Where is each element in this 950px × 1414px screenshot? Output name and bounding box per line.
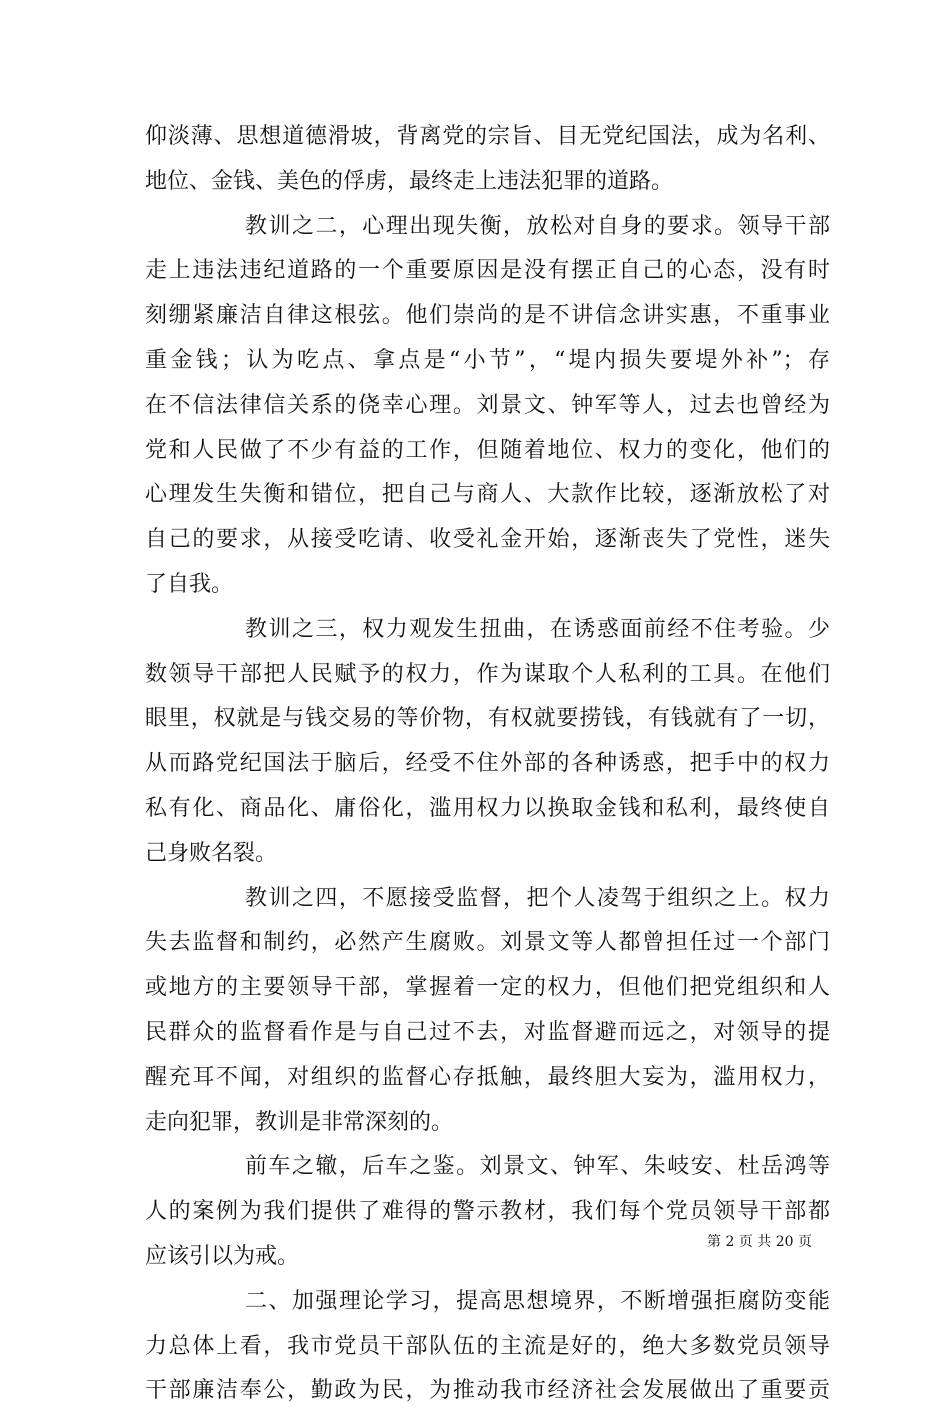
text-line: 心理发生失衡和错位，把自己与商人、大款作比较，逐渐放松了对 xyxy=(145,482,830,508)
text-line: 私有化、商品化、庸俗化，滥用权力以换取金钱和私利，最终使自 xyxy=(145,795,830,821)
text-line: 教训之三，权力观发生扭曲，在诱惑面前经不住考验。少 xyxy=(245,616,830,642)
text-line: 从而路党纪国法于脑后，经受不住外部的各种诱惑，把手中的权力 xyxy=(145,751,830,777)
text-line: 了自我。 xyxy=(145,571,234,597)
text-line: 走向犯罪，教训是非常深刻的。 xyxy=(145,1109,454,1135)
text-line: 人的案例为我们提供了难得的警示教材，我们每个党员领导干部都 xyxy=(145,1199,830,1225)
text-line: 民群众的监督看作是与自己过不去，对监督避而远之，对领导的提 xyxy=(145,1019,830,1045)
text-line: 数领导干部把人民赋予的权力，作为谋取个人私利的工具。在他们 xyxy=(145,661,830,687)
text-line: 党和人民做了不少有益的工作，但随着地位、权力的变化，他们的 xyxy=(145,437,830,463)
text-line: 己身败名裂。 xyxy=(145,840,278,866)
text-line: 在不信法律信关系的侥幸心理。刘景文、钟军等人，过去也曾经为 xyxy=(145,392,830,418)
text-line: 二、加强理论学习，提高思想境界，不断增强拒腐防变能 xyxy=(245,1288,830,1314)
page-number: 第 2 页 共 20 页 xyxy=(707,1234,812,1250)
text-line: 前车之辙，后车之鉴。刘景文、钟军、朱岐安、杜岳鸿等 xyxy=(245,1154,830,1180)
body-text xyxy=(145,115,830,1414)
text-line: 走上违法违纪道路的一个重要原因是没有摆正自己的心态，没有时 xyxy=(145,258,830,284)
text-line: 教训之四，不愿接受监督，把个人凌驾于组织之上。权力 xyxy=(245,885,830,911)
text-line: 教训之二，心理出现失衡，放松对自身的要求。领导干部 xyxy=(245,213,830,239)
text-line: 失去监督和制约，必然产生腐败。刘景文等人都曾担任过一个部门 xyxy=(145,930,830,956)
text-line: 自己的要求，从接受吃请、收受礼金开始，逐渐丧失了党性，迷失 xyxy=(145,527,830,553)
text-line: 重金钱；认为吃点、拿点是“小节”，“堤内损失要堤外补”；存 xyxy=(145,347,830,373)
text-line: 或地方的主要领导干部，掌握着一定的权力，但他们把党组织和人 xyxy=(145,975,830,1001)
text-line: 刻绷紧廉洁自律这根弦。他们崇尚的是不讲信念讲实惠，不重事业 xyxy=(145,303,830,329)
text-line: 力总体上看，我市党员干部队伍的主流是好的，绝大多数党员领导 xyxy=(145,1333,830,1359)
text-line: 应该引以为戒。 xyxy=(145,1243,300,1269)
text-line: 眼里，权就是与钱交易的等价物，有权就要捞钱，有钱就有了一切， xyxy=(145,706,830,732)
text-line: 仰淡薄、思想道德滑坡，背离党的宗旨、目无党纪国法，成为名利、 xyxy=(145,124,830,149)
text-line: 醒充耳不闻，对组织的监督心存抵触，最终胆大妄为，滥用权力， xyxy=(145,1064,830,1090)
text-line: 地位、金钱、美色的俘虏，最终走上违法犯罪的道路。 xyxy=(145,168,674,194)
text-line: 干部廉洁奉公，勤政为民，为推动我市经济社会发展做出了重要贡 xyxy=(145,1378,830,1404)
